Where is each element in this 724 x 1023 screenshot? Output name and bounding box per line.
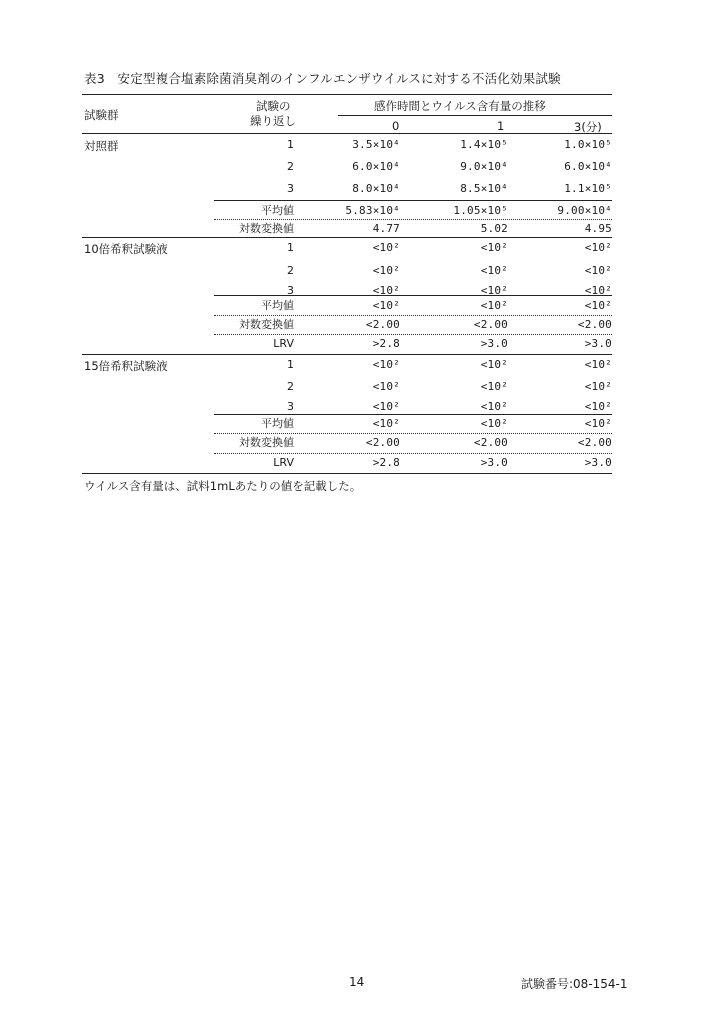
cell-value: <10²: [372, 299, 400, 312]
cell-value: 9.00×10⁴: [557, 204, 612, 217]
cell-value: 1.0×10⁵: [564, 138, 612, 151]
cell-value: <10²: [480, 284, 508, 297]
table-bottom-rule: [82, 473, 612, 474]
cell-value: <10²: [372, 400, 400, 413]
row-label-log: 対数変換値: [239, 222, 294, 235]
cell-value: 5.02: [480, 222, 508, 235]
cell-value: 3.5×10⁴: [352, 138, 400, 151]
cell-value: 1.4×10⁵: [460, 138, 508, 151]
header-rep-line1: 試験の: [256, 99, 291, 113]
cell-value: 6.0×10⁴: [352, 160, 400, 173]
group-name-10x: 10倍希釈試験液: [84, 242, 168, 256]
cell-value: <2.00: [473, 436, 508, 449]
header-group: 試験群: [84, 108, 119, 122]
cell-value: <10²: [372, 380, 400, 393]
cell-value: 4.95: [584, 222, 612, 235]
row-label-mean: 平均値: [261, 299, 294, 312]
cell-value: 9.0×10⁴: [460, 160, 508, 173]
cell-value: <10²: [584, 417, 612, 430]
cell-value: <10²: [372, 358, 400, 371]
header-time-span: 感作時間とウイルス含有量の推移: [374, 99, 546, 113]
group-name-15x: 15倍希釈試験液: [84, 359, 168, 373]
cell-value: <10²: [480, 264, 508, 277]
footnote: ウイルス含有量は、試料1mLあたりの値を記載した。: [84, 479, 362, 493]
cell-value: <10²: [584, 380, 612, 393]
cell-value: <10²: [584, 284, 612, 297]
cell-value: <10²: [584, 241, 612, 254]
cell-value: <10²: [480, 299, 508, 312]
header-rep-line2: 繰り返し: [250, 114, 296, 128]
cell-value: >3.0: [480, 456, 508, 469]
cell-value: <2.00: [365, 436, 400, 449]
row-label-lrv: LRV: [273, 456, 294, 469]
header-sub-rule: [338, 115, 612, 116]
group-name-control: 対照群: [84, 139, 119, 153]
rep-label: 1: [287, 138, 294, 151]
cell-value: >3.0: [584, 337, 612, 350]
test-number: 試験番号:08-154-1: [521, 977, 628, 991]
cell-value: <10²: [584, 400, 612, 413]
cell-value: >2.8: [372, 456, 400, 469]
header-time-0: 0: [392, 119, 400, 133]
cell-value: 1.05×10⁵: [453, 204, 508, 217]
row-label-log: 対数変換値: [239, 436, 294, 449]
cell-value: 6.0×10⁴: [564, 160, 612, 173]
cell-value: <2.00: [577, 318, 612, 331]
rep-label: 2: [287, 160, 294, 173]
cell-value: 8.5×10⁴: [460, 182, 508, 195]
cell-value: >2.8: [372, 337, 400, 350]
row-label-log: 対数変換値: [239, 318, 294, 331]
cell-value: 5.83×10⁴: [345, 204, 400, 217]
cell-value: 8.0×10⁴: [352, 182, 400, 195]
rep-label: 3: [287, 400, 294, 413]
cell-value: 4.77: [372, 222, 400, 235]
rep-label: 1: [287, 241, 294, 254]
row-label-mean: 平均値: [261, 417, 294, 430]
cell-value: >3.0: [480, 337, 508, 350]
header-time-1: 1: [497, 119, 505, 133]
cell-value: <10²: [584, 299, 612, 312]
rep-label: 1: [287, 358, 294, 371]
cell-value: <10²: [480, 417, 508, 430]
cell-value: <10²: [480, 358, 508, 371]
cell-value: <10²: [480, 400, 508, 413]
cell-value: <10²: [372, 417, 400, 430]
header-time-3: 3(分): [574, 120, 602, 134]
cell-value: <2.00: [473, 318, 508, 331]
row-label-mean: 平均値: [261, 204, 294, 217]
page-number: 14: [349, 975, 365, 989]
cell-value: >3.0: [584, 456, 612, 469]
cell-value: <10²: [480, 380, 508, 393]
rep-label: 2: [287, 264, 294, 277]
rep-label: 3: [287, 284, 294, 297]
cell-value: <10²: [372, 264, 400, 277]
table-top-rule: [82, 94, 612, 95]
cell-value: <2.00: [577, 436, 612, 449]
rep-label: 2: [287, 380, 294, 393]
cell-value: <10²: [480, 241, 508, 254]
cell-value: <2.00: [365, 318, 400, 331]
rep-label: 3: [287, 182, 294, 195]
cell-value: 1.1×10⁵: [564, 182, 612, 195]
cell-value: <10²: [372, 241, 400, 254]
table-title: 表3 安定型複合塩素除菌消臭剤のインフルエンザウイルスに対する不活化効果試験: [84, 71, 561, 86]
cell-value: <10²: [584, 264, 612, 277]
cell-value: <10²: [584, 358, 612, 371]
row-label-lrv: LRV: [273, 337, 294, 350]
cell-value: <10²: [372, 284, 400, 297]
